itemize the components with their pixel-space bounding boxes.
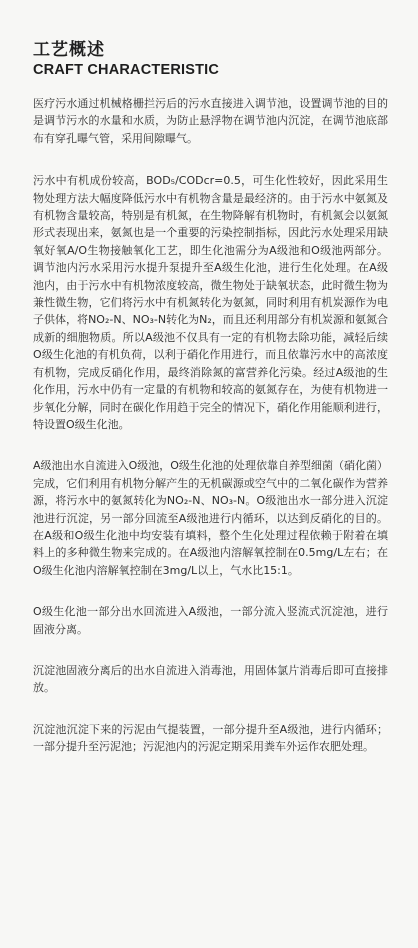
paragraph-o-level-tank: A级池出水自流进入O级池，O级生化池的处理依靠自养型细菌（硝化菌）完成，它们利用有机物分解产生的无机碳源或空气中的二氧化碳作为营养源，将污水中的氨氮转化为NO₂-N、NO₃-N。O级池出水一部分进入沉淀池进行沉淀，另一部分回流至A级池进行内循环，以达到反硝化的目的。在A级和O级生化池中均安装有填料，整个生化处理过程依赖于附着在填料上的多种微生物来完成的。在A级池内溶解氧控制在0.5mg/L左右；在O级生化池内溶解氧控制在3mg/L以上，气水比15:1。 — [33, 459, 388, 577]
title-english: CRAFT CHARACTERISTIC — [33, 62, 220, 78]
paragraph-sludge-handling: 沉淀池沉淀下来的污泥由气提装置，一部分提升至A级池，进行内循环；一部分提升至污泥池；污泥池内的污泥定期采用粪车外运作农肥处理。 — [33, 722, 388, 754]
paragraph-regulating-tank: 医疗污水通过机械格栅拦污后的污水直接进入调节池，设置调节池的目的是调节污水的水量和水质，为防止悬浮物在调节池内沉淀，在调节池底部布有穿孔曝气管，采用间隙曝气。 — [33, 97, 388, 145]
paragraph-disinfection: 沉淀池固液分离后的出水自流进入消毒池，用固体氯片消毒后即可直接排放。 — [33, 663, 388, 695]
paragraph-biological-treatment: 污水中有机成份较高，BOD₅/CODcr=0.5，可生化性较好，因此采用生物处理方法大幅度降低污水中有机物含量是最经济的。由于污水中氨氮及有机物含量较高，特别是有机氮，在生物降解有机物时，有机氮会以氨氮形式表现出来，氨氮也是一个重要的污染控制指标，因此污水处理采用缺氧好氧A/O生物接触氧化工艺，即生化池需分为A级池和O级池两部分。调节池内污水采用污水提升泵提升至A级生化池，进行生化处理。在A级池内，由于污水中有机物浓度较高，微生物处于缺氧状态，此时微生物为兼性微生物，它们将污水中有机氮转化为氨氮，同时利用有机炭源作为电子供体，将NO₂-N、NO₃-N转化为N₂，而且还利用部分有机炭源和氨氮合成新的细胞物质。所以A级池不仅具有一定的有机物去除功能，减轻后续O级生化池的有机负荷，以利于硝化作用进行，而且依靠污水中的高浓度有机物，完成反硝化作用，最终消除氮的富营养化污染。经过A级池的生化作用，污水中仍有一定量的有机物和较高的氨氮存在，为使有机物进一步氧化分解，同时在碳化作用趋于完全的情况下，硝化作用能顺利进行，特设置O级生化池。 — [33, 174, 388, 431]
paragraph-sedimentation-split: O级生化池一部分出水回流进入A级池，一部分流入竖流式沉淀池，进行固液分离。 — [33, 605, 388, 636]
title-chinese: 工艺概述 — [33, 40, 105, 60]
